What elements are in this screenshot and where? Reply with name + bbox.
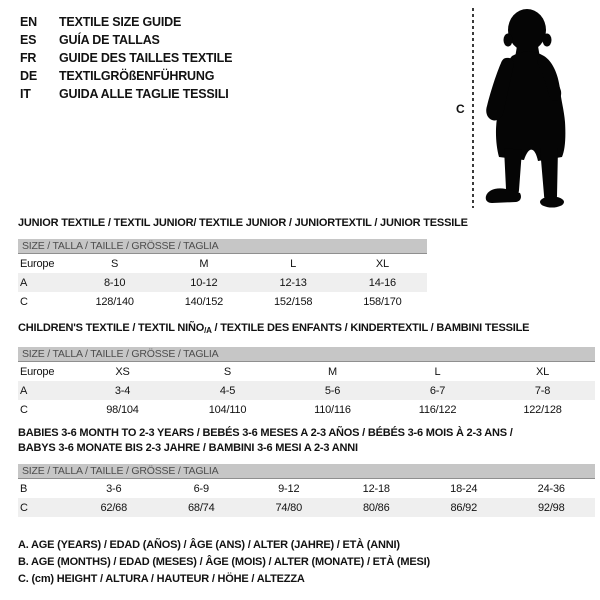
table-row-age-months [18,479,595,498]
table-row-age [18,381,595,400]
baby-silhouette-image [480,0,595,212]
table-cell: 74/80 [275,501,303,514]
footnote-age-years: A. AGE (YEARS) / EDAD (AÑOS) / ÂGE (ANS) / ALTER (JAHRE) / ETÀ (ANNI) [18,539,400,551]
row-label: Europe [20,257,55,270]
table-cell: 110/116 [314,403,351,416]
row-label: Europe [20,365,55,378]
table-cell: 104/110 [208,403,247,416]
height-measure-label: C [456,102,465,116]
lang-code: EN [20,15,37,29]
footnote-height-cm: C. (cm) HEIGHT / ALTURA / HAUTEUR / HÖHE / ALTEZZA [18,573,305,585]
table-cell: 4-5 [219,384,236,397]
table-row-age [18,273,427,292]
table-cell: L [434,365,441,378]
footnote-age-months: B. AGE (MONTHS) / EDAD (MESES) / ÂGE (MOIS) / ALTER (MONATE) / ETÀ (MESI) [18,556,430,568]
table-cell: L [290,257,297,270]
lang-row-de [20,67,232,85]
table-cell: XL [375,257,389,270]
language-title-list [20,13,232,103]
table-cell: 62/68 [100,501,128,514]
table-row-height [18,292,427,311]
table-row-europe [18,362,595,381]
row-label: C [20,403,28,416]
table-cell: 116/122 [418,403,457,416]
babies-size-header-bar: SIZE / TALLA / TAILLE / GRÖSSE / TAGLIA [18,464,595,479]
table-cell: 18-24 [450,482,478,495]
table-cell: 68/74 [187,501,215,514]
lang-code: DE [20,69,37,83]
height-dotted-line [472,8,474,208]
legend-footnotes [18,537,430,588]
table-row-height [18,400,595,419]
lang-row-fr [20,49,232,67]
table-row-europe [18,254,427,273]
table-cell: M [328,365,337,378]
children-section-title [18,321,529,338]
table-cell: 10-12 [190,276,218,289]
table-cell: S [111,257,119,270]
table-cell: 24-36 [537,482,565,495]
children-title-text: CHILDREN'S TEXTILE / TEXTIL NIÑO [18,322,205,334]
children-title-text: / TEXTILE DES ENFANTS / KINDERTEXTIL / BAMBINI TESSILE [211,322,530,334]
junior-size-header-bar: SIZE / TALLA / TAILLE / GRÖSSE / TAGLIA [18,239,427,254]
table-cell: XS [115,365,130,378]
lang-title: GUÍA DE TALLAS [59,33,160,47]
lang-row-it [20,85,232,103]
babies-title-line1: BABIES 3-6 MONTH TO 2-3 YEARS / BEBÉS 3-6 MESES A 2-3 AÑOS / BÉBÉS 3-6 MOIS À 2-3 ANS / [18,427,513,439]
table-cell: S [223,365,232,378]
children-title-subscript: /A [204,326,212,335]
babies-title-line2: BABYS 3-6 MONATE BIS 2-3 JAHRE / BAMBINI 3-6 MESI A 2-3 ANNI [18,442,358,454]
lang-title: GUIDE DES TAILLES TEXTILE [59,51,233,65]
table-cell: 6-7 [429,384,446,397]
lang-code: IT [20,87,31,101]
table-row-height [18,498,595,517]
row-label: A [20,276,28,289]
table-cell: 14-16 [368,276,396,289]
babies-size-table [18,464,595,517]
row-label: C [20,295,28,308]
table-cell: 3-4 [114,384,131,397]
table-cell: 80/86 [362,501,390,514]
table-cell: 158/170 [363,295,402,308]
table-cell: 86/92 [450,501,478,514]
table-cell: 122/128 [523,403,562,416]
table-cell: 128/140 [95,295,134,308]
lang-code: ES [20,33,37,47]
table-cell: 12-18 [362,482,390,495]
table-cell: 98/104 [106,403,139,416]
table-cell: 8-10 [104,276,126,289]
junior-size-table [18,239,427,311]
lang-row-es [20,31,232,49]
children-size-table [18,347,595,419]
lang-title: GUIDA ALLE TAGLIE TESSILI [59,87,229,101]
table-cell: 3-6 [106,482,122,495]
children-size-header-bar: SIZE / TALLA / TAILLE / GRÖSSE / TAGLIA [18,347,595,362]
table-cell: 152/158 [273,295,313,308]
lang-row-en [20,13,232,31]
table-cell: 12-13 [279,276,307,289]
row-label: A [20,384,28,397]
table-cell: 5-6 [324,384,341,397]
lang-title: TEXTILE SIZE GUIDE [59,15,182,29]
table-cell: 6-9 [193,482,209,495]
table-cell: M [199,257,209,270]
table-cell: 92/98 [537,501,565,514]
babies-section-title [18,426,513,456]
junior-section-title: JUNIOR TEXTILE / TEXTIL JUNIOR/ TEXTILE JUNIOR / JUNIORTEXTIL / JUNIOR TESSILE [18,217,468,229]
lang-title: TEXTILGRÖßENFÜHRUNG [59,69,215,83]
table-cell: 9-12 [278,482,300,495]
row-label: B [20,482,28,495]
row-label: C [20,501,28,514]
table-cell: XL [535,365,550,378]
lang-code: FR [20,51,37,65]
table-cell: 7-8 [534,384,551,397]
table-cell: 140/152 [184,295,224,308]
